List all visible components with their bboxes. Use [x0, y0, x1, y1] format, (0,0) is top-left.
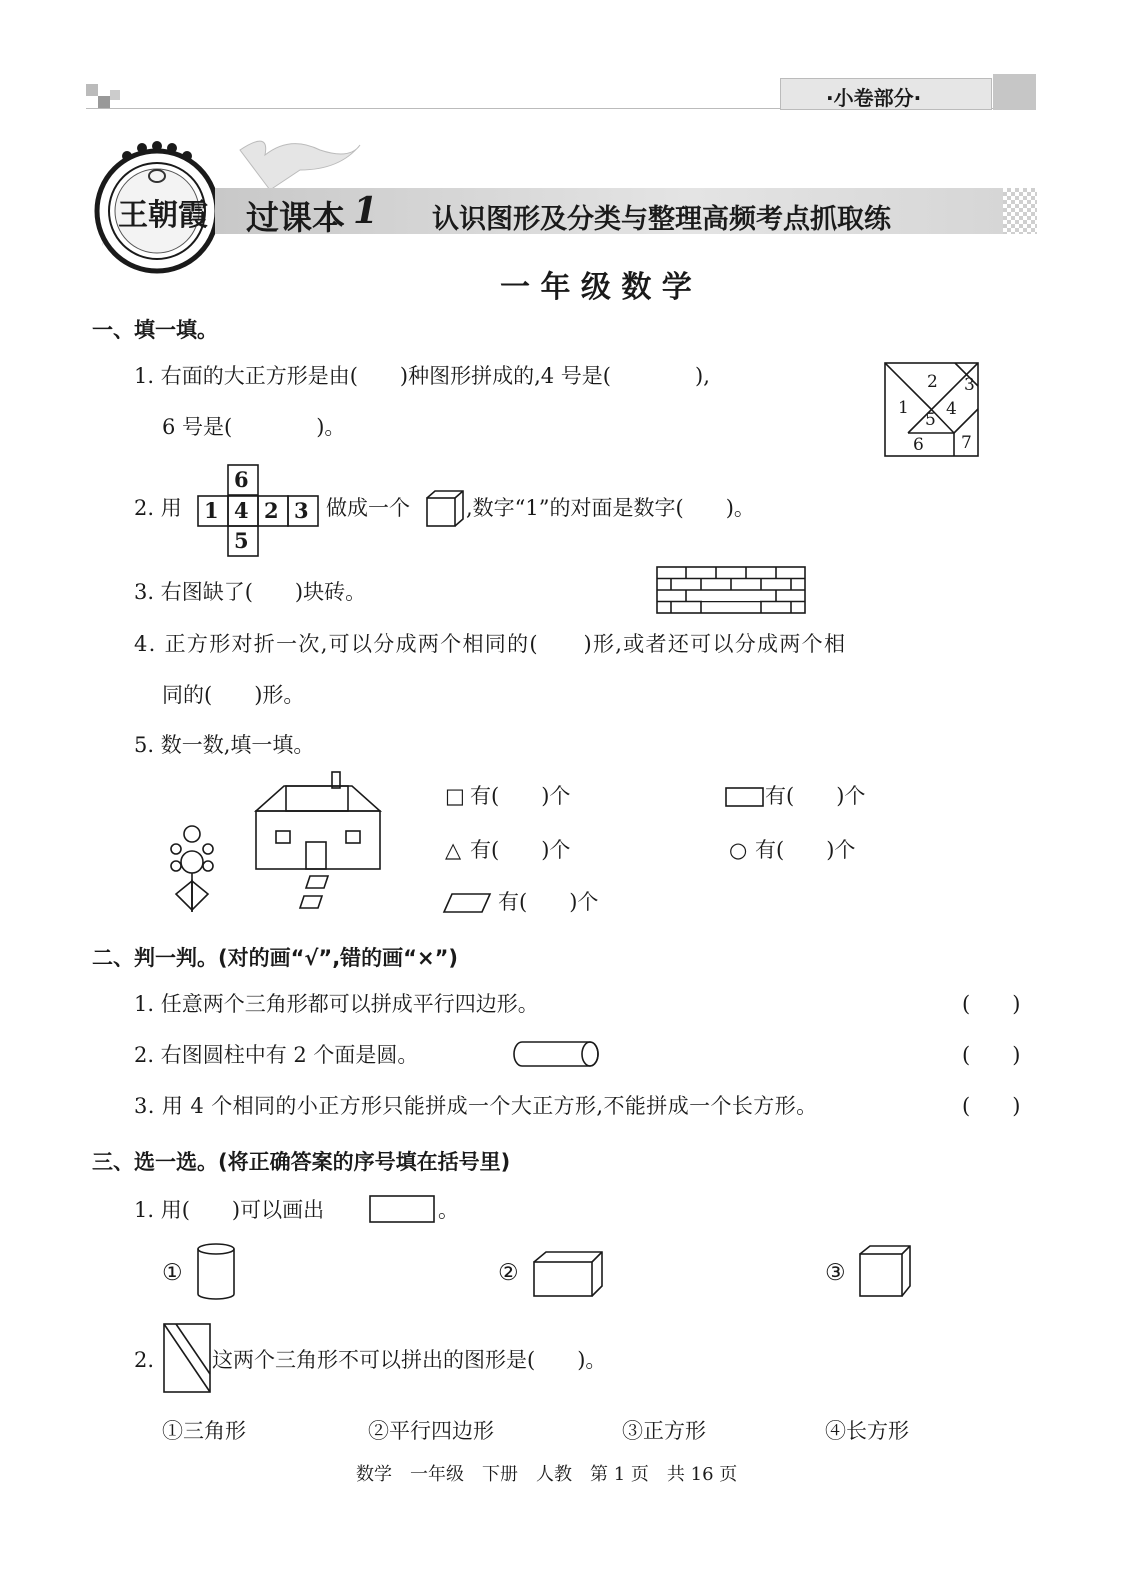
- choose-1-prefix: 1. 用( )可以画出: [134, 1198, 325, 1222]
- judge-3-text: 3. 用 4 个相同的小正方形只能拼成一个大正方形,不能拼成一个长方形。: [134, 1094, 818, 1118]
- choose-1-suffix: 。: [438, 1198, 459, 1222]
- judge-2-text: 2. 右图圆柱中有 2 个面是圆。: [134, 1043, 419, 1067]
- cylinder-picture: [512, 1040, 602, 1070]
- tangram-label-1: 1: [898, 398, 909, 418]
- rectangle-target-icon: [368, 1194, 438, 1224]
- section-1-title: 一、填一填。: [92, 318, 218, 342]
- cuboid-option-icon: [532, 1250, 604, 1300]
- choose-1-option-2[interactable]: ②: [498, 1260, 519, 1286]
- lesson-number: 1: [353, 190, 379, 232]
- corner-decoration: [110, 90, 120, 100]
- section-tag-label: ·小卷部分·: [826, 86, 922, 110]
- q1-2-middle: 做成一个: [326, 496, 410, 520]
- tangram-label-5: 5: [925, 410, 936, 430]
- tangram-label-7: 7: [961, 433, 972, 453]
- judge-3-blank[interactable]: ( ): [962, 1094, 1021, 1118]
- section-3-title: 三、选一选。(将正确答案的序号填在括号里): [92, 1150, 511, 1174]
- house-flower-picture: [164, 766, 394, 916]
- judge-2-blank[interactable]: ( ): [962, 1043, 1021, 1067]
- cube-option-icon: [858, 1244, 914, 1300]
- net-cell: 6: [234, 467, 249, 492]
- subject-title: 一 年 级 数 学: [500, 270, 692, 305]
- cylinder-option-icon: [196, 1242, 240, 1302]
- logo-text: 王朝霞: [118, 198, 208, 233]
- choose-2-prefix: 2.: [134, 1348, 155, 1372]
- net-cell: 4: [234, 498, 249, 523]
- title-band-checker: [1003, 188, 1037, 234]
- choose-2-option-1[interactable]: ①三角形: [162, 1419, 246, 1443]
- q1-2-prefix: 2. 用: [134, 496, 182, 520]
- choose-2-text: 这两个三角形不可以拼出的图形是( )。: [212, 1348, 607, 1372]
- net-cell: 3: [294, 498, 309, 523]
- net-cell: 2: [264, 498, 279, 523]
- rectangle-symbol-icon: [725, 786, 765, 808]
- circle-symbol-icon: ○: [729, 838, 748, 862]
- tangram-label-6: 6: [913, 435, 924, 455]
- tangram-label-3: 3: [964, 375, 975, 395]
- square-symbol-icon: □: [445, 784, 465, 808]
- q1-2-suffix: ,数字“1”的对面是数字( )。: [466, 496, 755, 520]
- section-2-title: 二、判一判。(对的画“√”,错的画“×”): [92, 946, 458, 970]
- q1-1-line1: 1. 右面的大正方形是由( )种图形拼成的,4 号是( ),: [134, 364, 710, 388]
- count-circles: 有( )个: [755, 838, 856, 862]
- net-cell: 1: [204, 498, 219, 523]
- q1-3-text: 3. 右图缺了( )块砖。: [134, 580, 367, 604]
- two-triangles-picture: [162, 1322, 214, 1394]
- count-triangles: 有( )个: [470, 838, 571, 862]
- triangle-symbol-icon: △: [445, 838, 462, 862]
- choose-1-option-1[interactable]: ①: [162, 1260, 183, 1286]
- choose-2-option-4[interactable]: ④长方形: [825, 1419, 909, 1443]
- count-rectangles: 有( )个: [765, 784, 866, 808]
- section-tag-dark: [993, 74, 1036, 110]
- parallelogram-symbol-icon: [442, 892, 492, 914]
- q1-4-line1: 4. 正方形对折一次,可以分成两个相同的( )形,或者还可以分成两个相: [134, 632, 847, 656]
- corner-decoration: [86, 84, 98, 96]
- choose-2-option-2[interactable]: ②平行四边形: [368, 1419, 494, 1443]
- cube-icon: [425, 490, 465, 530]
- q1-5-text: 5. 数一数,填一填。: [134, 733, 315, 757]
- lesson-title: 认识图形及分类与整理高频考点抓取练: [432, 204, 891, 235]
- choose-2-option-3[interactable]: ③正方形: [622, 1419, 706, 1443]
- choose-1-option-3[interactable]: ③: [825, 1260, 846, 1286]
- tangram-label-4: 4: [946, 399, 957, 419]
- corner-decoration: [98, 96, 110, 108]
- page-footer: 数学 一年级 下册 人教 第 1 页 共 16 页: [356, 1464, 738, 1485]
- judge-1-text: 1. 任意两个三角形都可以拼成平行四边形。: [134, 992, 539, 1016]
- brick-wall: [656, 566, 808, 616]
- q1-1-line2: 6 号是( )。: [162, 415, 346, 439]
- tangram-label-2: 2: [927, 372, 938, 392]
- lesson-label: 过课本: [246, 198, 345, 237]
- count-squares: 有( )个: [470, 784, 571, 808]
- judge-1-blank[interactable]: ( ): [962, 992, 1021, 1016]
- net-cell: 5: [234, 528, 249, 553]
- q1-4-line2: 同的( )形。: [162, 683, 305, 707]
- count-parallelograms: 有( )个: [498, 890, 599, 914]
